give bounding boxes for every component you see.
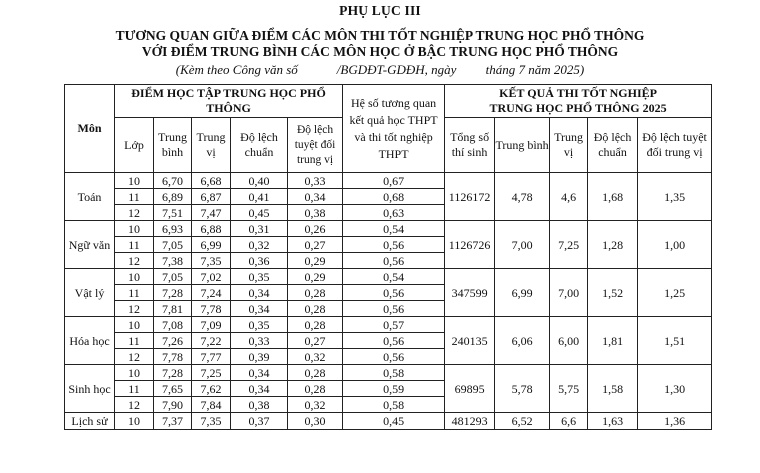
cell-tb: 6,93 xyxy=(154,221,192,237)
cell-tv: 7,25 xyxy=(192,365,231,381)
subject-name: Hóa học xyxy=(65,317,115,365)
exam-cell-tb: 6,06 xyxy=(495,317,550,365)
cell-dlc: 0,32 xyxy=(231,237,288,253)
cell-tv: 6,88 xyxy=(192,221,231,237)
subject-name: Toán xyxy=(65,173,115,221)
exam-cell-dltd: 1,51 xyxy=(638,317,712,365)
header-kq-do-lech-tuyet-doi: Độ lệch tuyệt đối trung vị xyxy=(638,118,712,173)
exam-cell-tb: 6,99 xyxy=(495,269,550,317)
cell-dltd: 0,30 xyxy=(288,413,343,430)
cell-lop: 10 xyxy=(115,413,154,430)
cell-tb: 7,37 xyxy=(154,413,192,430)
cell-dlc: 0,34 xyxy=(231,365,288,381)
exam-cell-tv: 7,25 xyxy=(550,221,588,269)
cell-lop: 10 xyxy=(115,269,154,285)
exam-cell-dltd: 1,36 xyxy=(638,413,712,430)
cell-tb: 7,05 xyxy=(154,269,192,285)
cell-dltd: 0,27 xyxy=(288,237,343,253)
cell-hs: 0,54 xyxy=(343,269,445,285)
cell-lop: 11 xyxy=(115,333,154,349)
cell-lop: 12 xyxy=(115,397,154,413)
exam-cell-tong: 1126172 xyxy=(445,173,495,221)
cell-tb: 7,05 xyxy=(154,237,192,253)
subject-name: Ngữ văn xyxy=(65,221,115,269)
cell-tv: 6,87 xyxy=(192,189,231,205)
cell-lop: 11 xyxy=(115,285,154,301)
cell-dltd: 0,26 xyxy=(288,221,343,237)
header-ket-qua-line-1: KẾT QUẢ THI TỐT NGHIỆP xyxy=(499,86,657,100)
cell-hs: 0,68 xyxy=(343,189,445,205)
cell-tb: 7,26 xyxy=(154,333,192,349)
cell-lop: 12 xyxy=(115,253,154,269)
cell-dlc: 0,38 xyxy=(231,397,288,413)
cell-dltd: 0,27 xyxy=(288,333,343,349)
cell-hs: 0,54 xyxy=(343,221,445,237)
cell-lop: 12 xyxy=(115,349,154,365)
cell-dltd: 0,32 xyxy=(288,397,343,413)
cell-dlc: 0,34 xyxy=(231,381,288,397)
exam-cell-tv: 4,6 xyxy=(550,173,588,221)
table-row xyxy=(65,365,712,381)
exam-cell-dlc: 1,28 xyxy=(588,221,638,269)
header-he-so-text: Hệ số tương quan kết quả học THPT và thi tốt nghiệp THPT xyxy=(349,95,438,161)
table-row xyxy=(65,221,712,237)
cell-tv: 6,99 xyxy=(192,237,231,253)
cell-tb: 7,78 xyxy=(154,349,192,365)
cell-hs: 0,58 xyxy=(343,365,445,381)
cell-dlc: 0,37 xyxy=(231,413,288,430)
cell-hs: 0,56 xyxy=(343,253,445,269)
exam-cell-tong: 1126726 xyxy=(445,221,495,269)
cell-hs: 0,56 xyxy=(343,349,445,365)
cell-lop: 10 xyxy=(115,221,154,237)
table-row xyxy=(65,317,712,333)
cell-tb: 7,81 xyxy=(154,301,192,317)
document-subtitle xyxy=(0,28,760,60)
cell-dltd: 0,34 xyxy=(288,189,343,205)
cell-hs: 0,56 xyxy=(343,301,445,317)
cell-dlc: 0,40 xyxy=(231,173,288,189)
cell-hs: 0,57 xyxy=(343,317,445,333)
cell-hs: 0,67 xyxy=(343,173,445,189)
cell-tv: 6,68 xyxy=(192,173,231,189)
header-do-lech-chuan: Độ lệch chuẩn xyxy=(231,118,288,173)
cell-tv: 7,09 xyxy=(192,317,231,333)
cell-tb: 7,38 xyxy=(154,253,192,269)
cell-hs: 0,56 xyxy=(343,285,445,301)
note-part-2: /BGDĐT-GDĐH, ngày xyxy=(336,62,457,77)
header-he-so-tuong-quan xyxy=(343,85,445,173)
cell-lop: 12 xyxy=(115,205,154,221)
exam-cell-dltd: 1,00 xyxy=(638,221,712,269)
exam-cell-tv: 5,75 xyxy=(550,365,588,413)
header-ket-qua-thi xyxy=(445,85,712,118)
table-row xyxy=(65,269,712,285)
cell-dltd: 0,28 xyxy=(288,317,343,333)
cell-hs: 0,45 xyxy=(343,413,445,430)
cell-tb: 7,90 xyxy=(154,397,192,413)
cell-tv: 7,84 xyxy=(192,397,231,413)
cell-dlc: 0,36 xyxy=(231,253,288,269)
header-ket-qua-line-2: TRUNG HỌC PHỔ THÔNG 2025 xyxy=(489,101,667,115)
exam-cell-tb: 6,52 xyxy=(495,413,550,430)
exam-cell-dlc: 1,68 xyxy=(588,173,638,221)
exam-cell-tv: 6,00 xyxy=(550,317,588,365)
header-lop: Lớp xyxy=(115,118,154,173)
table-row xyxy=(65,413,712,430)
cell-dlc: 0,31 xyxy=(231,221,288,237)
exam-cell-dltd: 1,25 xyxy=(638,269,712,317)
exam-cell-dlc: 1,58 xyxy=(588,365,638,413)
cell-dlc: 0,35 xyxy=(231,317,288,333)
exam-cell-tb: 4,78 xyxy=(495,173,550,221)
exam-cell-tong: 481293 xyxy=(445,413,495,430)
cell-dltd: 0,28 xyxy=(288,365,343,381)
cell-tv: 7,77 xyxy=(192,349,231,365)
cell-dltd: 0,28 xyxy=(288,301,343,317)
subtitle-line-2: VỚI ĐIỂM TRUNG BÌNH CÁC MÔN HỌC Ở BẬC TRUNG HỌC PHỔ THÔNG xyxy=(141,44,619,59)
exam-cell-dltd: 1,30 xyxy=(638,365,712,413)
cell-dltd: 0,28 xyxy=(288,285,343,301)
cell-tv: 7,35 xyxy=(192,413,231,430)
cell-tb: 7,28 xyxy=(154,285,192,301)
exam-cell-dlc: 1,63 xyxy=(588,413,638,430)
header-trung-vi: Trung vị xyxy=(192,118,231,173)
cell-dlc: 0,34 xyxy=(231,285,288,301)
exam-cell-dltd: 1,35 xyxy=(638,173,712,221)
header-tong-so-thi-sinh: Tổng số thí sinh xyxy=(445,118,495,173)
header-row-1 xyxy=(65,85,712,118)
exam-cell-tv: 6,6 xyxy=(550,413,588,430)
cell-tv: 7,02 xyxy=(192,269,231,285)
cell-dltd: 0,38 xyxy=(288,205,343,221)
exam-cell-tong: 347599 xyxy=(445,269,495,317)
exam-cell-dlc: 1,81 xyxy=(588,317,638,365)
cell-hs: 0,63 xyxy=(343,205,445,221)
cell-tv: 7,24 xyxy=(192,285,231,301)
cell-dlc: 0,39 xyxy=(231,349,288,365)
cell-lop: 10 xyxy=(115,317,154,333)
note-part-3: tháng 7 năm 2025) xyxy=(485,62,585,77)
exam-cell-tb: 5,78 xyxy=(495,365,550,413)
cell-dlc: 0,33 xyxy=(231,333,288,349)
cell-lop: 11 xyxy=(115,381,154,397)
cell-tb: 6,89 xyxy=(154,189,192,205)
header-diem-hoc-tap: ĐIỂM HỌC TẬP TRUNG HỌC PHỔ THÔNG xyxy=(115,85,343,118)
cell-lop: 11 xyxy=(115,237,154,253)
cell-tb: 6,70 xyxy=(154,173,192,189)
cell-dlc: 0,35 xyxy=(231,269,288,285)
cell-dlc: 0,45 xyxy=(231,205,288,221)
cell-hs: 0,56 xyxy=(343,237,445,253)
exam-cell-tv: 7,00 xyxy=(550,269,588,317)
cell-hs: 0,59 xyxy=(343,381,445,397)
exam-cell-tb: 7,00 xyxy=(495,221,550,269)
cell-lop: 10 xyxy=(115,365,154,381)
exam-cell-tong: 240135 xyxy=(445,317,495,365)
cell-tv: 7,78 xyxy=(192,301,231,317)
cell-dltd: 0,32 xyxy=(288,349,343,365)
cell-lop: 11 xyxy=(115,189,154,205)
cell-dltd: 0,33 xyxy=(288,173,343,189)
header-do-lech-tuyet-doi: Độ lệch tuyệt đối trung vị xyxy=(288,118,343,173)
cell-tv: 7,22 xyxy=(192,333,231,349)
cell-dlc: 0,34 xyxy=(231,301,288,317)
header-kq-do-lech-chuan: Độ lệch chuẩn xyxy=(588,118,638,173)
table-body xyxy=(65,85,712,430)
subject-name: Sinh học xyxy=(65,365,115,413)
exam-cell-dlc: 1,52 xyxy=(588,269,638,317)
cell-tv: 7,35 xyxy=(192,253,231,269)
note-part-1: (Kèm theo Công văn số xyxy=(175,62,298,77)
correlation-table xyxy=(64,84,712,430)
cell-tb: 7,51 xyxy=(154,205,192,221)
subject-name: Lịch sử xyxy=(65,413,115,430)
cell-tv: 7,47 xyxy=(192,205,231,221)
header-trung-binh: Trung bình xyxy=(154,118,192,173)
reference-note xyxy=(0,62,760,78)
cell-lop: 10 xyxy=(115,173,154,189)
cell-hs: 0,58 xyxy=(343,397,445,413)
header-mon: Môn xyxy=(65,85,115,173)
exam-cell-tong: 69895 xyxy=(445,365,495,413)
cell-dltd: 0,29 xyxy=(288,253,343,269)
appendix-title: PHỤ LỤC III xyxy=(339,3,421,18)
cell-tb: 7,28 xyxy=(154,365,192,381)
subject-name: Vật lý xyxy=(65,269,115,317)
cell-tb: 7,08 xyxy=(154,317,192,333)
table-row xyxy=(65,173,712,189)
cell-dlc: 0,41 xyxy=(231,189,288,205)
cell-dltd: 0,29 xyxy=(288,269,343,285)
cell-dltd: 0,28 xyxy=(288,381,343,397)
cell-lop: 12 xyxy=(115,301,154,317)
cell-tv: 7,62 xyxy=(192,381,231,397)
header-kq-trung-vi: Trung vị xyxy=(550,118,588,173)
cell-tb: 7,65 xyxy=(154,381,192,397)
cell-hs: 0,56 xyxy=(343,333,445,349)
header-kq-trung-binh: Trung bình xyxy=(495,118,550,173)
subtitle-line-1: TƯƠNG QUAN GIỮA ĐIỂM CÁC MÔN THI TỐT NGHIỆP TRUNG HỌC PHỔ THÔNG xyxy=(115,28,645,43)
